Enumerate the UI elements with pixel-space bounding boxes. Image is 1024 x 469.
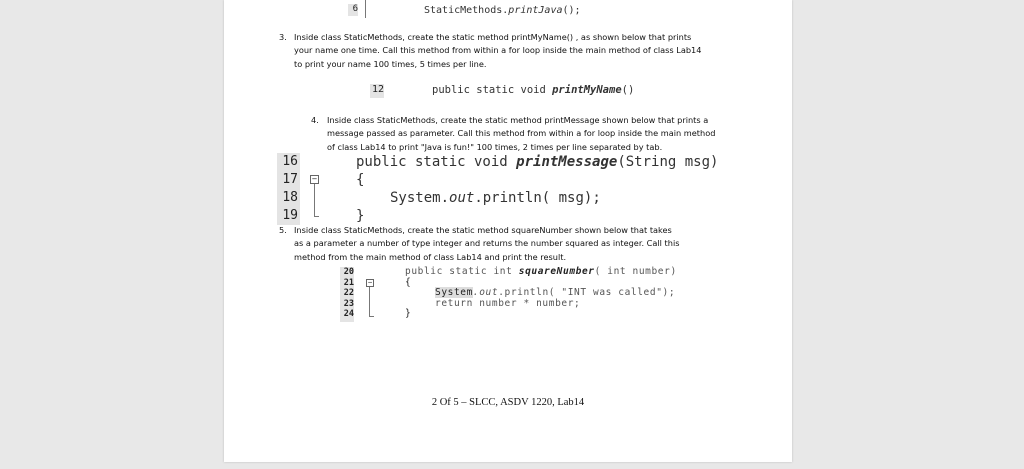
line-number: 12 <box>370 84 384 98</box>
item-number: 4. <box>311 115 319 125</box>
page-footer: 2 Of 5 – SLCC, ASDV 1220, Lab14 <box>431 397 585 408</box>
code-text: () <box>621 84 635 96</box>
text-line: your name one time. Call this method from within a for loop inside the main method of class Lab14 <box>294 45 702 56</box>
code-line: public static void printMessage(String msg) <box>356 154 719 170</box>
code-line: { <box>405 276 412 288</box>
line-number: 19 <box>282 208 298 223</box>
code-line: { <box>356 172 365 188</box>
code-text: StaticMethods. <box>424 5 509 16</box>
code-text: printMyName <box>552 84 622 96</box>
line-number: 21 <box>343 277 354 288</box>
code-line: public static int squareNumber( int number) <box>405 266 677 277</box>
line-number: 23 <box>343 298 354 309</box>
item-number: 3. <box>279 32 287 42</box>
code-line: } <box>405 308 412 319</box>
code-block <box>405 267 677 320</box>
code-line: System.out.println( "INT was called"); <box>435 287 676 298</box>
code-line <box>424 5 581 16</box>
line-number: 16 <box>282 154 298 169</box>
text-line: of class Lab14 to print "Java is fun!" 100 times, 2 times per line separated by tab. <box>327 141 663 152</box>
fold-line <box>369 287 374 317</box>
fold-line <box>365 0 366 18</box>
line-number: 22 <box>343 288 354 298</box>
text-line: Inside class StaticMethods, create the static method squareNumber shown below that takes <box>294 225 672 235</box>
line-numbers <box>277 153 300 225</box>
instruction-paragraph <box>294 31 701 71</box>
instruction-paragraph <box>294 224 679 264</box>
fold-line <box>314 184 319 217</box>
text-line: Inside class StaticMethods, create the static method printMessage shown below that prints a <box>327 115 709 125</box>
instruction-paragraph <box>327 114 715 154</box>
code-text: (); <box>562 5 581 16</box>
code-line: System.out.println( msg); <box>390 190 601 206</box>
fold-toggle-icon[interactable]: − <box>367 279 373 286</box>
code-block <box>356 153 718 225</box>
item-number: 5. <box>279 225 287 235</box>
code-line: return number * number; <box>435 297 581 309</box>
document-page <box>224 0 792 462</box>
code-line <box>432 84 634 96</box>
line-number: 6 <box>348 4 358 16</box>
code-line: } <box>356 208 365 224</box>
line-number: 24 <box>343 309 354 319</box>
code-text: public static void <box>432 84 553 96</box>
text-line: Inside class StaticMethods, create the static method printMyName() , as shown below that prints <box>294 32 692 42</box>
text-line: message passed as parameter. Call this method from within a for loop inside the main method <box>327 128 716 139</box>
line-number: 20 <box>343 267 354 277</box>
line-number: 18 <box>282 190 298 205</box>
text-line: as a parameter a number of type integer and returns the number squared as integer. Call this <box>294 238 680 249</box>
code-text: printJava <box>508 5 563 16</box>
line-numbers <box>340 267 354 322</box>
line-number: 17 <box>282 172 298 187</box>
text-line: to print your name 100 times, 5 times per line. <box>294 58 487 69</box>
fold-toggle-icon[interactable]: − <box>311 175 318 183</box>
text-line: method from the main method of class Lab14 and print the result. <box>294 251 567 262</box>
